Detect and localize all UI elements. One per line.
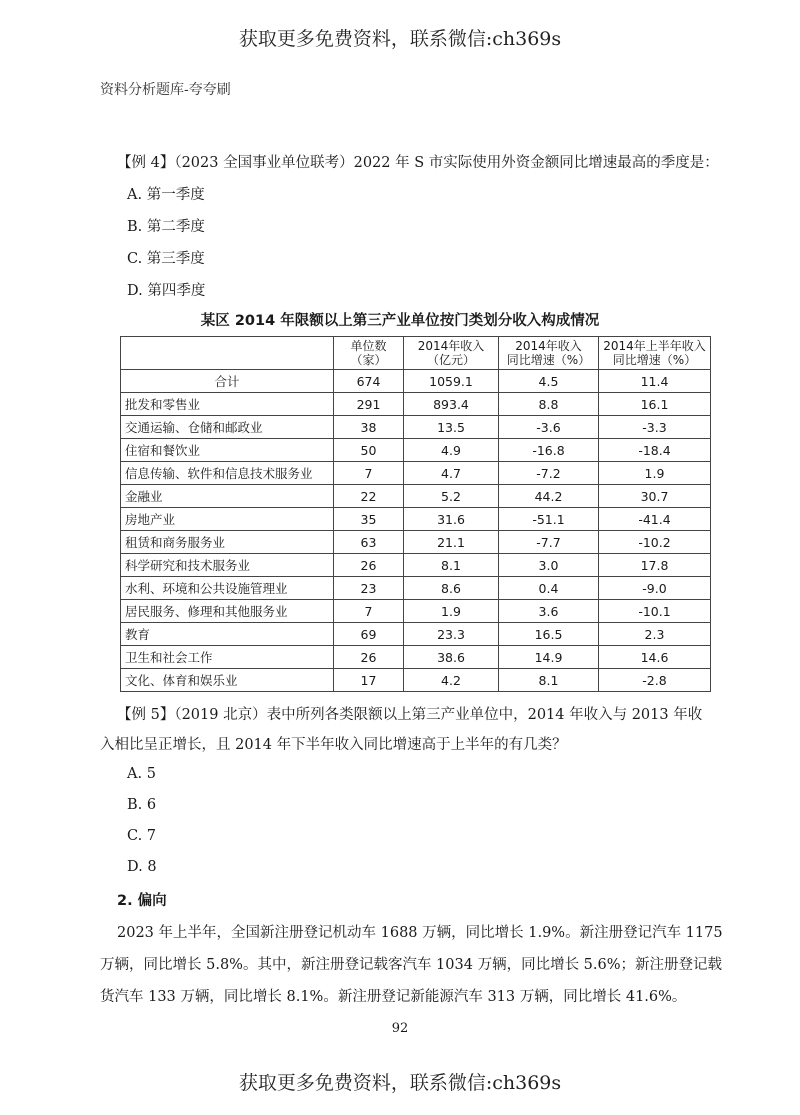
row-name: 金融业: [121, 485, 334, 508]
page-subtitle: 资料分析题库-夸夸刷: [100, 82, 231, 98]
row-growth: 14.9: [499, 646, 599, 669]
table-row: [121, 669, 711, 692]
table-row: [121, 554, 711, 577]
row-growth: 44.2: [499, 485, 599, 508]
table-row: [121, 508, 711, 531]
row-income: 31.6: [404, 508, 499, 531]
row-income: 13.5: [404, 416, 499, 439]
row-growth: 4.5: [499, 370, 599, 393]
row-growth: -7.7: [499, 531, 599, 554]
row-units: 38: [334, 416, 404, 439]
row-name: 水利、环境和公共设施管理业: [121, 577, 334, 600]
row-units: 35: [334, 508, 404, 531]
row-name: 房地产业: [121, 508, 334, 531]
row-name: 住宿和餐饮业: [121, 439, 334, 462]
header-line: 2014年收入: [515, 339, 582, 353]
row-income: 4.7: [404, 462, 499, 485]
example4-option-d: D. 第四季度: [127, 283, 206, 299]
table-row: [121, 416, 711, 439]
table-header-h1-growth: [599, 337, 711, 370]
example4-option-c: C. 第三季度: [127, 251, 205, 267]
example5-question-line2: 入相比呈正增长，且 2014 年下半年收入同比增速高于上半年的有几类？: [100, 737, 567, 753]
table-header-growth: [499, 337, 599, 370]
row-h1-growth: 14.6: [599, 646, 711, 669]
table-row: [121, 531, 711, 554]
header-line: （家）: [350, 353, 387, 367]
example5-option-b: B. 6: [127, 797, 157, 813]
row-h1-growth: 30.7: [599, 485, 711, 508]
row-income: 1059.1: [404, 370, 499, 393]
row-income: 1.9: [404, 600, 499, 623]
row-units: 674: [334, 370, 404, 393]
table-row: [121, 485, 711, 508]
row-name: 合计: [121, 370, 334, 393]
row-units: 291: [334, 393, 404, 416]
row-h1-growth: 1.9: [599, 462, 711, 485]
row-name: 交通运输、仓储和邮政业: [121, 416, 334, 439]
row-units: 26: [334, 554, 404, 577]
section-line-1: 2023 年上半年，全国新注册登记机动车 1688 万辆，同比增长 1.9%。新注册登记汽车 1175: [117, 925, 723, 941]
row-income: 21.1: [404, 531, 499, 554]
row-name: 租赁和商务服务业: [121, 531, 334, 554]
row-name: 居民服务、修理和其他服务业: [121, 600, 334, 623]
row-h1-growth: -9.0: [599, 577, 711, 600]
row-name: 批发和零售业: [121, 393, 334, 416]
table-header-income: [404, 337, 499, 370]
row-h1-growth: -18.4: [599, 439, 711, 462]
table-body: [121, 370, 711, 692]
row-units: 7: [334, 462, 404, 485]
row-name: 信息传输、软件和信息技术服务业: [121, 462, 334, 485]
header-line: 2014年上半年收入: [603, 339, 706, 353]
row-growth: -7.2: [499, 462, 599, 485]
row-income: 23.3: [404, 623, 499, 646]
table-row: [121, 623, 711, 646]
row-h1-growth: -10.2: [599, 531, 711, 554]
row-h1-growth: 11.4: [599, 370, 711, 393]
row-income: 4.2: [404, 669, 499, 692]
income-table: [120, 336, 711, 692]
header-line: 2014年收入: [417, 339, 485, 353]
row-units: 22: [334, 485, 404, 508]
row-units: 7: [334, 600, 404, 623]
table-row: [121, 393, 711, 416]
table-row: [121, 646, 711, 669]
row-units: 17: [334, 669, 404, 692]
example4-option-b: B. 第二季度: [127, 219, 205, 235]
row-h1-growth: 16.1: [599, 393, 711, 416]
row-income: 8.6: [404, 577, 499, 600]
row-h1-growth: 2.3: [599, 623, 711, 646]
section-heading: 2. 偏向: [117, 893, 167, 909]
header-line: 同比增速（%）: [506, 353, 591, 367]
bottom-banner: 获取更多免费资料，联系微信:ch369s: [238, 1072, 562, 1094]
header-line: 单位数: [350, 339, 387, 353]
row-h1-growth: -2.8: [599, 669, 711, 692]
row-name: 教育: [121, 623, 334, 646]
row-growth: 8.1: [499, 669, 599, 692]
row-income: 4.9: [404, 439, 499, 462]
table-header-row: [121, 337, 711, 370]
page-number: 92: [391, 1021, 409, 1036]
row-units: 23: [334, 577, 404, 600]
row-growth: -51.1: [499, 508, 599, 531]
row-units: 69: [334, 623, 404, 646]
section-line-2: 万辆，同比增长 5.8%。其中，新注册登记载客汽车 1034 万辆，同比增长 5.6%；新注册登记载: [100, 957, 723, 973]
table-header-units: [334, 337, 404, 370]
row-growth: -16.8: [499, 439, 599, 462]
row-growth: 8.8: [499, 393, 599, 416]
row-income: 5.2: [404, 485, 499, 508]
row-income: 893.4: [404, 393, 499, 416]
table-row: [121, 462, 711, 485]
row-income: 38.6: [404, 646, 499, 669]
table-row: [121, 577, 711, 600]
table-row: [121, 439, 711, 462]
table-row: [121, 600, 711, 623]
row-income: 8.1: [404, 554, 499, 577]
top-banner: 获取更多免费资料，联系微信:ch369s: [238, 28, 562, 50]
row-growth: 16.5: [499, 623, 599, 646]
table-row-total: [121, 370, 711, 393]
example5-option-a: A. 5: [127, 766, 156, 782]
row-h1-growth: -41.4: [599, 508, 711, 531]
row-name: 科学研究和技术服务业: [121, 554, 334, 577]
section-line-3: 货汽车 133 万辆，同比增长 8.1%。新注册登记新能源汽车 313 万辆，同比增长 41.6%。: [100, 989, 687, 1005]
row-h1-growth: -10.1: [599, 600, 711, 623]
example5-question-line1: 【例 5】（2019 北京）表中所列各类限额以上第三产业单位中，2014 年收入与 2013 年收: [117, 707, 703, 723]
row-growth: 3.0: [499, 554, 599, 577]
row-growth: -3.6: [499, 416, 599, 439]
table-header-blank: [121, 337, 334, 370]
example5-option-d: D. 8: [127, 859, 157, 875]
row-units: 50: [334, 439, 404, 462]
row-units: 63: [334, 531, 404, 554]
example4-question: 【例 4】（2023 全国事业单位联考）2022 年 S 市实际使用外资金额同比增速最高的季度是：: [117, 155, 719, 171]
row-growth: 3.6: [499, 600, 599, 623]
row-units: 26: [334, 646, 404, 669]
row-h1-growth: -3.3: [599, 416, 711, 439]
header-line: （亿元）: [426, 353, 475, 367]
table-title: 某区 2014 年限额以上第三产业单位按门类划分收入构成情况: [200, 313, 600, 329]
row-name: 卫生和社会工作: [121, 646, 334, 669]
row-growth: 0.4: [499, 577, 599, 600]
row-h1-growth: 17.8: [599, 554, 711, 577]
row-name: 文化、体育和娱乐业: [121, 669, 334, 692]
example5-option-c: C. 7: [127, 828, 157, 844]
example4-option-a: A. 第一季度: [127, 187, 205, 203]
header-line: 同比增速（%）: [612, 353, 697, 367]
